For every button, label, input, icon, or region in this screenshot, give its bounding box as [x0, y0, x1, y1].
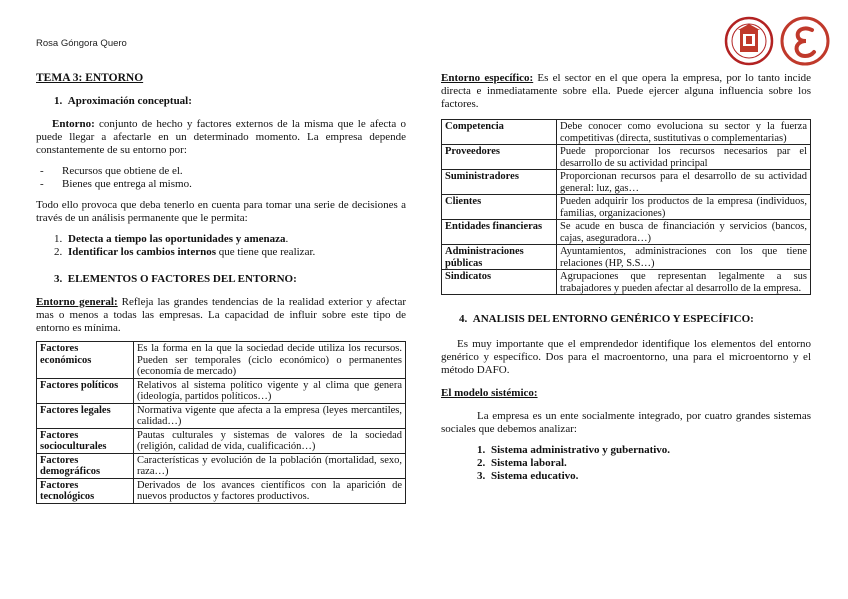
list-item: 2. Identificar los cambios internos que tiene que realizar.: [54, 246, 316, 258]
author-name: Rosa Góngora Quero: [36, 38, 127, 49]
list-item: 3. Sistema educativo.: [477, 470, 579, 482]
specific-environment-term: Entorno específico:: [441, 72, 534, 84]
table-row: Factores demográficos Características y evolución de la población (mortalidad, sexo, raza…): [37, 453, 406, 478]
table-row: Factores económicos Es la forma en la que la sociedad decide utiliza los recursos. Pueden ser temporales (ciclo económico) o permanentes (economía de mercado): [37, 342, 406, 379]
analysis-paragraph: Es muy importante que el emprendedor identifique los elementos del entorno genérico y específico. Dos para el macroentorno, una para el microentorno y el método DAFO.: [441, 338, 811, 376]
table-row: Entidades financieras Se acude en busca de financiación y servicios (bancos, cajas, aseguradora…): [442, 220, 811, 245]
paragraph: Todo ello provoca que deba tenerlo en cuenta para tomar una serie de decisiones a través de un análisis permanente que le permita:: [36, 199, 406, 224]
list-item: 2. Sistema laboral.: [477, 457, 567, 469]
list-item: - Recursos que obtiene de el.: [40, 165, 183, 177]
table-row: Administraciones públicas Ayuntamientos, administraciones con los que tiene relaciones (HP, S.S…): [442, 245, 811, 270]
university-seal-logo: [724, 16, 774, 66]
table-row: Factores socioculturales Pautas culturales y sistemas de valores de la sociedad (religión, calidad de vida, cualificación…): [37, 428, 406, 453]
list-item: - Bienes que entrega al mismo.: [40, 178, 192, 190]
systemic-model-heading: El modelo sistémico:: [441, 387, 538, 399]
numbered-list: [36, 233, 406, 259]
table-row: Sindicatos Agrupaciones que representan legalmente a sus trabajadores y pueden afectar al desarrollo de la empresa.: [442, 270, 811, 295]
general-factors-table: [36, 341, 406, 504]
list-item: 1. Sistema administrativo y gubernativo.: [477, 444, 671, 456]
table-row: Clientes Pueden adquirir los productos de la empresa (individuos, familias, organizaciones): [442, 195, 811, 220]
right-column: [441, 72, 811, 493]
definition-text: conjunto de hecho y factores externos de la misma que le afecta o puede llegar a afectarle en un determinado momento. La empresa depende constantemente de su entorno por:: [36, 118, 406, 156]
faculty-e-logo: [780, 16, 830, 66]
specific-factors-table: [441, 119, 811, 295]
specific-environment-paragraph: Entorno específico: Es el sector en el que opera la empresa, por lo tanto incide directa e inmediatamente sobre ella. Puede ejercer alguna influencia sobre los factores.: [441, 72, 812, 110]
table-row: Competencia Debe conocer como evoluciona su sector y la fuerza competitivas (directa, sustitutivas o complementarias): [442, 120, 811, 145]
table-row: Factores tecnológicos Derivados de los avances científicos con la aparición de nuevos productos y factores productivos.: [37, 478, 406, 503]
document-title: TEMA 3: ENTORNO: [36, 72, 144, 84]
table-row: Proveedores Puede proporcionar los recursos necesarios par el desarrollo de su actividad principal: [442, 145, 811, 170]
table-row: Factores legales Normativa vigente que afecta a la empresa (leyes mercantiles, calidad…): [37, 403, 406, 428]
list-item: 1. Detecta a tiempo las oportunidades y amenaza.: [54, 233, 289, 245]
section-4-heading: 4. ANALISIS DEL ENTORNO GENÉRICO Y ESPECÍFICO:: [459, 313, 754, 325]
general-environment-term: Entorno general:: [36, 296, 118, 308]
section-3-heading: 3. ELEMENTOS O FACTORES DEL ENTORNO:: [54, 273, 297, 285]
left-column: [36, 72, 406, 504]
systemic-model-paragraph: La empresa es un ente socialmente integrado, por cuatro grandes sistemas sociales que debemos analizar:: [441, 410, 811, 435]
entorno-definition: [36, 118, 406, 157]
table-row: Factores políticos Relativos al sistema político vigente y al clima que genera (ideología, partidos políticos…): [37, 378, 406, 403]
definition-term: Entorno:: [52, 118, 95, 130]
table-row: Suministradores Proporcionan recursos para el desarrollo de su actividad general: luz, gas…: [442, 170, 811, 195]
section-1-heading: 1. Aproximación conceptual:: [54, 95, 192, 107]
systems-list: [441, 444, 811, 483]
general-environment-paragraph: Entorno general: Refleja las grandes tendencias de la realidad exterior y afectar mas o menos a todas las empresas. La capacidad de influir sobre este tipo de entorno es mínima.: [36, 296, 406, 334]
bullet-list: [36, 165, 406, 191]
